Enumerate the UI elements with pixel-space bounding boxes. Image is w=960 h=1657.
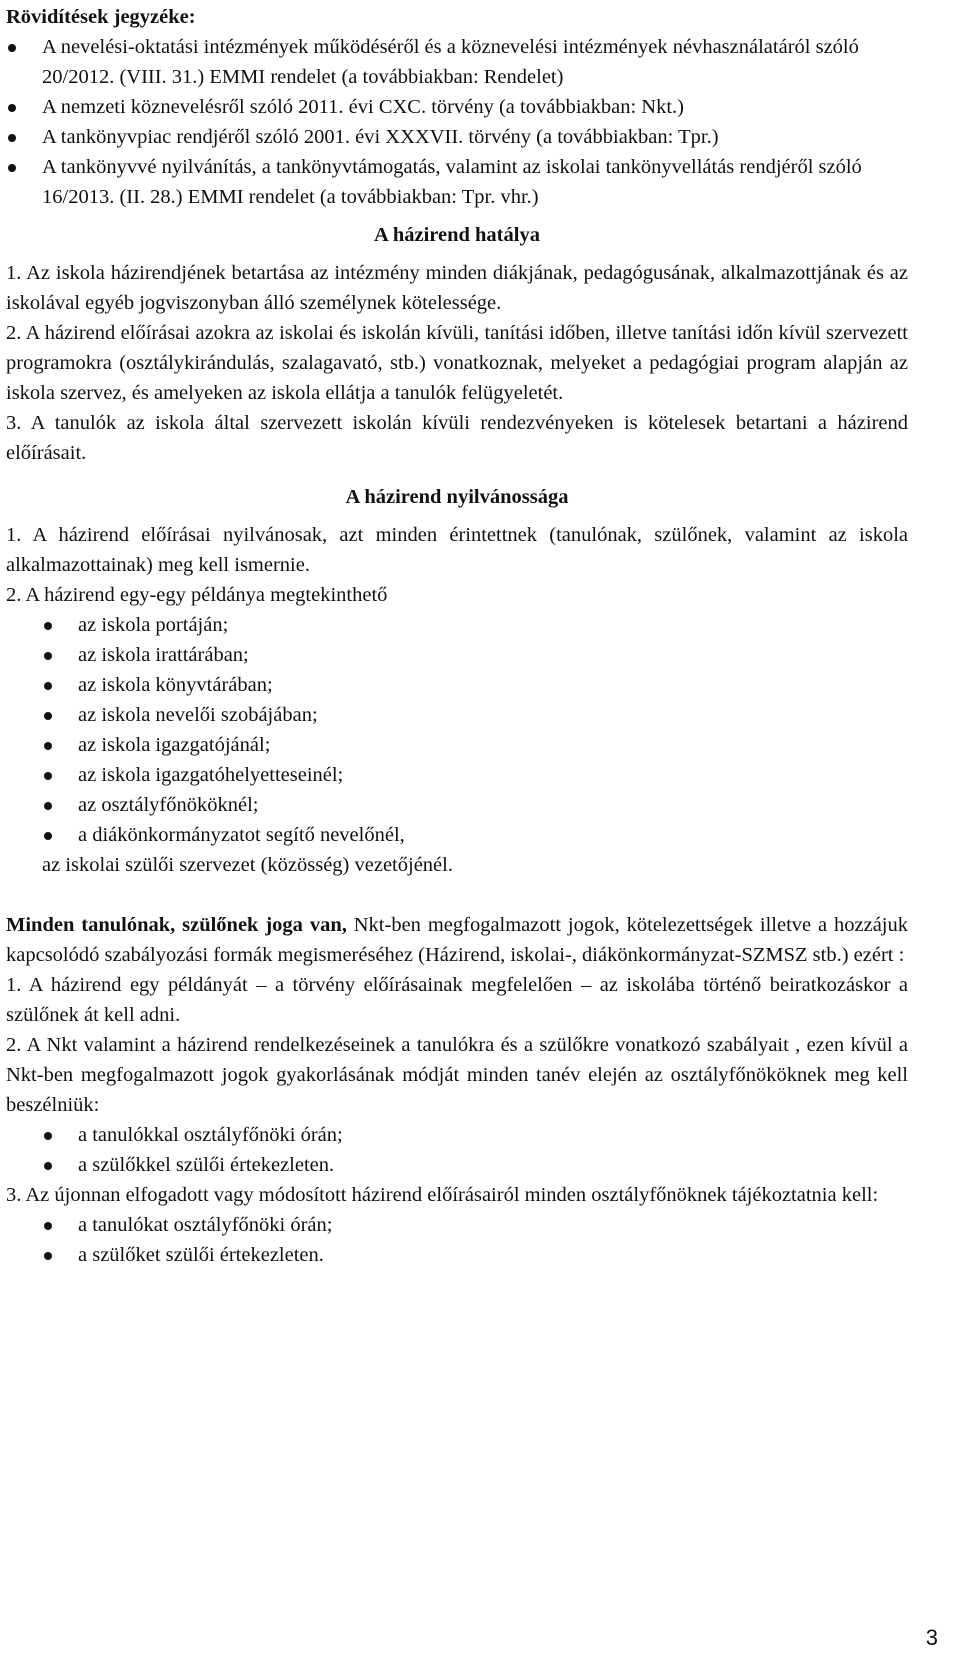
list-item: A nemzeti köznevelésről szóló 2011. évi CXC. törvény (a továbbiakban: Nkt.) (6, 92, 908, 122)
spacer (6, 880, 908, 910)
locations-list (6, 610, 908, 850)
abbreviations-list (6, 32, 908, 212)
rights-p3-list (6, 1210, 908, 1270)
rights-paragraph-1: 1. A házirend egy példányát – a törvény előírásainak megfelelően – az iskolába történő beiratkozáskor a szülőnek át kell adni. (6, 974, 908, 1026)
rights-lead-bold: Minden tanulónak, szülőnek joga van, (6, 914, 347, 936)
rights-paragraph-3: 3. Az újonnan elfogadott vagy módosított házirend előírásairól minden osztályfőnöknek tájékoztatnia kell: (6, 1184, 879, 1206)
list-item: a tanulókkal osztályfőnöki órán; (6, 1120, 908, 1150)
abbreviations-heading: Rövidítések jegyzéke: (6, 6, 196, 28)
list-item: A tankönyvvé nyilvánítás, a tankönyvtámogatás, valamint az iskolai tankönyvellátás rendjéről szóló 16/2013. (II. 28.) EMMI rendelet (a továbbiakban: Tpr. vhr.) (6, 152, 908, 212)
rights-lead-rest: Nkt-ben megfogalmazott jogok, kötelezettségek illetve a hozzájuk kapcsolódó szabályozási formák megismeréséhez (Házirend, iskolai-, diákönkormányzat-SZMSZ stb.) ezért : (6, 914, 908, 966)
list-item: az iskola könyvtárában; (6, 670, 908, 700)
section-title-publicity: A házirend nyilvánossága (345, 486, 569, 508)
list-item: az iskola portáján; (6, 610, 908, 640)
list-item: A nevelési-oktatási intézmények működéséről és a köznevelési intézmények névhasználatáról szóló 20/2012. (VIII. 31.) EMMI rendelet (a továbbiakban: Rendelet) (6, 32, 908, 92)
scope-paragraph-3: 3. A tanulók az iskola által szervezett iskolán kívüli rendezvényeken is kötelesek betartani a házirend előírásait. (6, 412, 908, 464)
list-item: a tanulókat osztályfőnöki órán; (6, 1210, 908, 1240)
publicity-paragraph-2: 2. A házirend egy-egy példánya megtekinthető (6, 584, 388, 606)
spacer (6, 512, 908, 520)
list-item: az iskola irattárában; (6, 640, 908, 670)
rights-paragraph-2: 2. A Nkt valamint a házirend rendelkezéseinek a tanulókra és a szülőkre vonatkozó szabályait , ezen kívül a Nkt-ben megfogalmazott jogok gyakorlásának módját minden tanév elején az osztályfőnököknek meg kell beszélniük: (6, 1034, 908, 1116)
list-item: az iskola nevelői szobájában; (6, 700, 908, 730)
spacer (6, 468, 908, 482)
publicity-paragraph-1: 1. A házirend előírásai nyilvánosak, azt minden érintettnek (tanulónak, szülőnek, valamint az iskola alkalmazottainak) meg kell ismernie. (6, 524, 908, 576)
list-item: az iskola igazgatójánál; (6, 730, 908, 760)
section-title-scope: A házirend hatálya (374, 224, 540, 246)
list-item: a szülőket szülői értekezleten. (6, 1240, 908, 1270)
rights-lead-paragraph (6, 910, 908, 970)
page-number: 3 (925, 1625, 938, 1650)
list-item: A tankönyvpiac rendjéről szóló 2001. évi XXXVII. törvény (a továbbiakban: Tpr.) (6, 122, 908, 152)
list-item: a szülőkkel szülői értekezleten. (6, 1150, 908, 1180)
last-location: az iskolai szülői szervezet (közösség) vezetőjénél. (42, 854, 453, 876)
list-item: az iskola igazgatóhelyetteseinél; (6, 760, 908, 790)
list-item: a diákönkormányzatot segítő nevelőnél, (6, 820, 908, 850)
rights-p2-list (6, 1120, 908, 1180)
scope-paragraph-1: 1. Az iskola házirendjének betartása az intézmény minden diákjának, pedagógusának, alkalmazottjának és az iskolával egyéb jogviszonyban álló személynek kötelessége. (6, 262, 908, 314)
spacer (6, 250, 908, 258)
document-body (6, 2, 908, 1270)
list-item: az osztályfőnököknél; (6, 790, 908, 820)
scope-paragraph-2: 2. A házirend előírásai azokra az iskolai és iskolán kívüli, tanítási időben, illetve tanítási időn kívül szervezett programokra (osztálykirándulás, szalagavató, stb.) vonatkoznak, melyeket a pedagógiai program alapján az iskola szervez, és amelyeken az iskola ellátja a tanulók felügyeletét. (6, 322, 908, 404)
spacer (6, 212, 908, 220)
